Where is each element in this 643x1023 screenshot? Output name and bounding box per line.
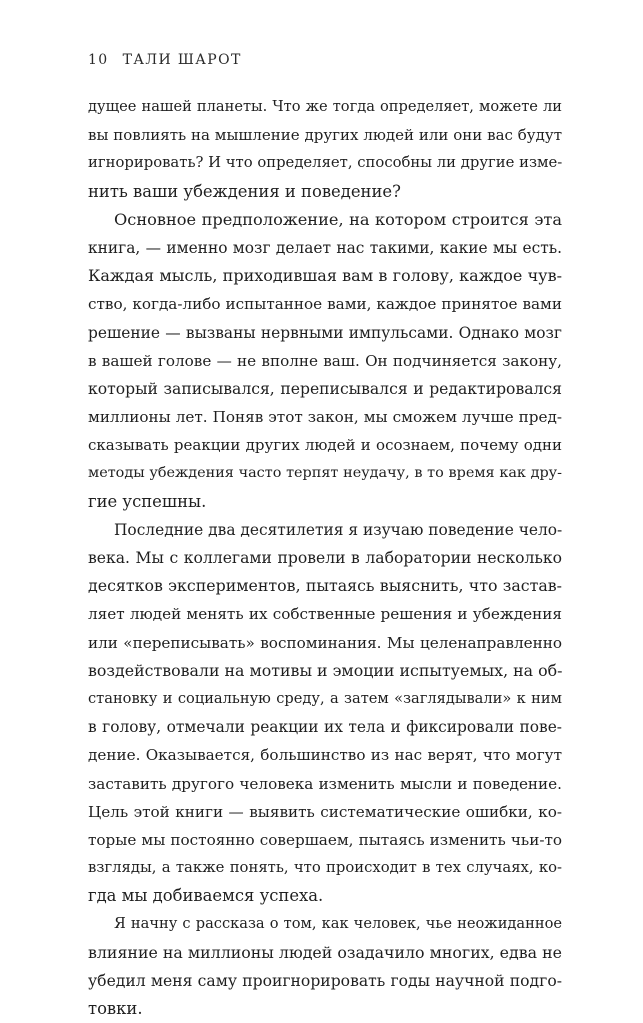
text-line: вы повлиять на мышление других людей или они вас будут (88, 126, 562, 145)
text-line: Я начну с рассказа о том, как человек, чье неожиданное (114, 915, 562, 933)
text-line: игнорировать? И что определяет, способны ли другие изме- (88, 154, 562, 172)
text-line: воздействовали на мотивы и эмоции испытуемых, на об- (88, 660, 562, 680)
text-line: в голову, отмечали реакции их тела и фиксировали пове- (88, 718, 562, 737)
text-line: нить ваши убеждения и поведение? (88, 181, 401, 201)
text-line: сказывать реакции других людей и осознаем, почему одни (88, 436, 562, 455)
text-line: Последние два десятилетия я изучаю поведение чело- (114, 520, 562, 539)
text-line: становку и социальную среду, а затем «заглядывали» к ним (88, 689, 562, 707)
text-line: в вашей голове — не вполне ваш. Он подчиняется закону, (88, 351, 562, 370)
text-line: товки. (88, 999, 143, 1018)
text-line: гда мы добиваемся успеха. (88, 886, 324, 906)
page-number: 10 (88, 52, 109, 68)
text-line: который записывался, переписывался и редактировался (88, 379, 562, 398)
text-line: или «переписывать» воспоминания. Мы целенаправленно (88, 633, 562, 652)
text-line: миллионы лет. Поняв этот закон, мы сможем лучше пред- (88, 408, 562, 427)
running-header (88, 52, 242, 68)
author-name: ТАЛИ ШАРОТ (122, 52, 242, 68)
text-line: гие успешны. (88, 491, 207, 511)
text-line: книга, — именно мозг делает нас такими, какие мы есть. (88, 238, 562, 257)
text-line: Цель этой книги — выявить систематические ошибки, ко- (88, 802, 562, 821)
text-line: Основное предположение, на котором строится эта (114, 209, 562, 229)
text-line: ство, когда-либо испытанное вами, каждое принятое вами (88, 295, 562, 314)
text-line: десятков экспериментов, пытаясь выяснить, что застав- (88, 576, 562, 596)
text-line: дение. Оказывается, большинство из нас верят, что могут (88, 746, 562, 765)
text-line: решение — вызваны нервными импульсами. Однако мозг (88, 323, 562, 342)
text-line: убедил меня саму проигнорировать годы научной подго- (88, 971, 562, 990)
text-line: влияние на миллионы людей озадачило многих, едва не (88, 942, 562, 962)
text-line: методы убеждения часто терпят неудачу, в то время как дру- (88, 465, 562, 482)
text-line: взгляды, а также понять, что происходит в тех случаях, ко- (88, 859, 562, 877)
body-text (88, 93, 562, 1023)
text-line: века. Мы с коллегами провели в лаборатории несколько (88, 549, 562, 567)
text-line: ляет людей менять их собственные решения и убеждения (88, 605, 562, 624)
text-line: Каждая мысль, приходившая вам в голову, каждое чув- (88, 266, 562, 286)
text-line: заставить другого человека изменить мысли и поведение. (88, 774, 562, 793)
text-line: торые мы постоянно совершаем, пытаясь изменить чьи-то (88, 830, 562, 849)
text-line: дущее нашей планеты. Что же тогда определяет, можете ли (88, 98, 562, 115)
